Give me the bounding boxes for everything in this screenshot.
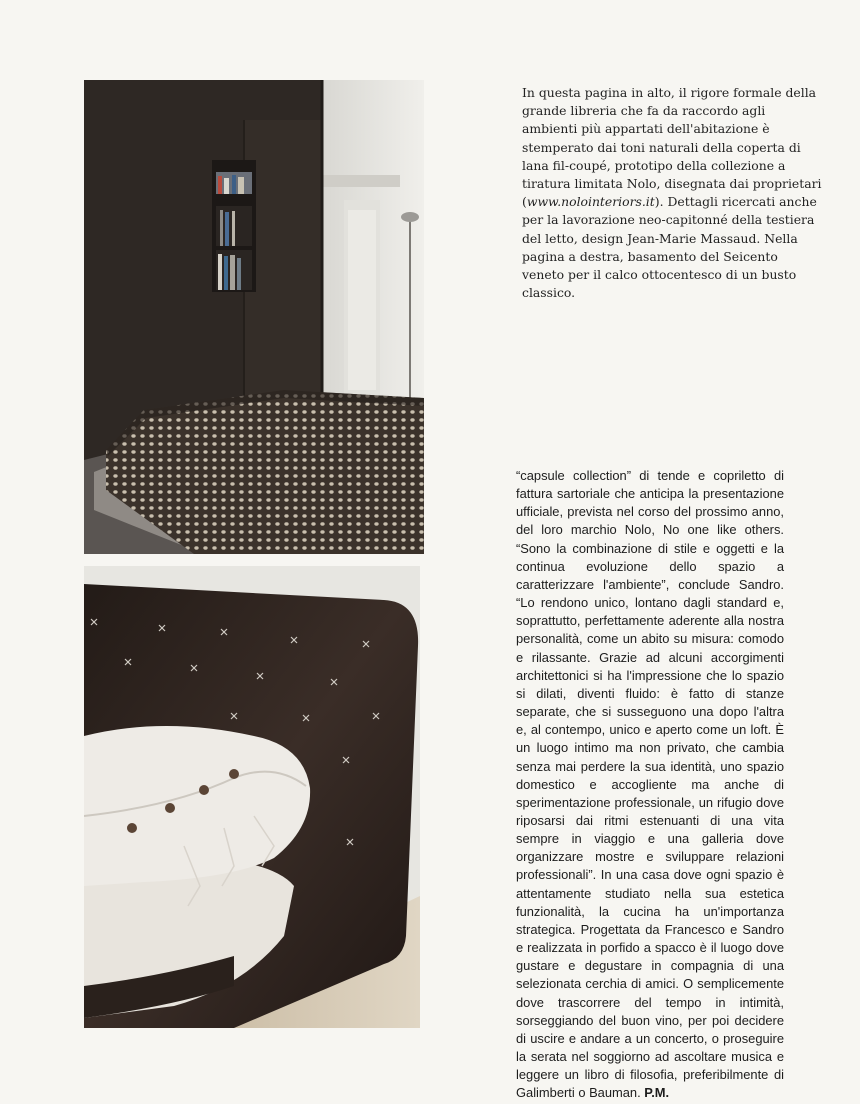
article-paragraph: [516, 467, 784, 1102]
headboard-photo-image: [84, 566, 420, 1028]
author-signature: P.M.: [644, 1085, 670, 1101]
caption-url: www.nolointeriors.it: [526, 194, 655, 210]
article-text: “capsule collection” di tende e copriletto di fattura sartoriale che anticipa la presentazione ufficiale, prevista nel corso del prossimo anno, del loro marchio Nolo, No one like others. “Sono la combinazione di stile e oggetti e la continua evoluzione dello spazio a caratterizzare l'ambiente”, conclude Sandro. “Lo rendono unico, lontano dagli standard e, soprattutto, perfettamente aderente alla nostra personalità, come un abito su misura: comodo e rilassante. Grazie ad alcuni accorgimenti architettonici si ha l'impressione che lo spazio si dilati, diventi fluido: è fatto di stanze separate, che si susseguono una dopo l'altra e, al contempo, unico e aperto come un loft. È un luogo intimo ma non privato, che cambia senza mai perdere la sua identità, uno spazio domestico e accogliente ma anche di sperimentazione professionale, un rifugio dove riposarsi dai ritmi estenuanti di una vita sempre in viaggio e una galleria dove organizzare mostre e sviluppare relazioni professionali”. In una casa dove ogni spazio è attentamente studiato nella sua estetica funzionalità, la cucina ha un'importanza strategica. Progettata da Francesco e Sandro e realizzata in porfido a spacco è il luogo dove gustare e degustare in compagnia di una selezionata cerchia di amici. O semplicemente dove trascorrere del tempo in intimità, sorseggiando del buon vino, per poi decidere di uscire e andare a un concerto, o proseguire la serata nel soggiorno ad ascoltare musica e leggere un libro di filosofia, preferibilmente di Galimberti o Bauman.: [516, 468, 784, 1101]
caption-text-end: ). Dettagli ricercati anche per la lavorazione neo-capitonné della testiera del letto, design Jean-Marie Massaud. Nella pagina a destra, basamento del Seicento veneto per il calco ottocentesco di un busto classico.: [522, 194, 817, 301]
photo-caption: [522, 84, 822, 302]
bedroom-photo-image: [84, 80, 424, 554]
article-body: [516, 467, 784, 1102]
headboard-photo: [84, 566, 420, 1028]
caption-text-start: In questa pagina in alto, il rigore formale della grande libreria che fa da raccordo agli ambienti più appartati dell'abitazione è stemperato dai toni naturali della coperta di lana fil-coupé, prototipo della collezione a tiratura limitata Nolo, disegnata dai proprietari (: [522, 85, 822, 210]
caption-text: [522, 84, 822, 302]
bedroom-photo: [84, 80, 424, 554]
